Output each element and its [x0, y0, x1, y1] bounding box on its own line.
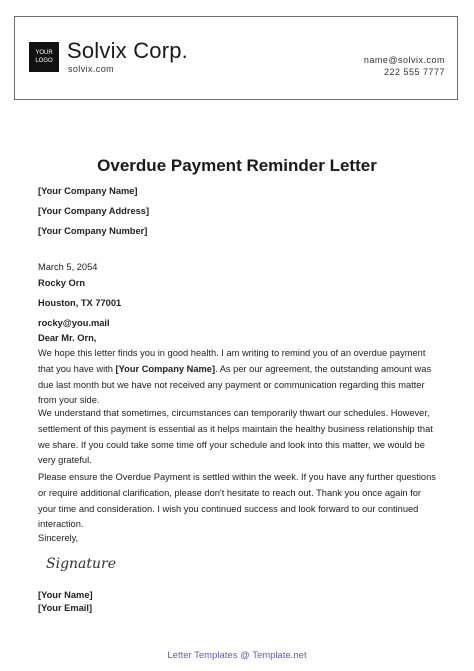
letter-title: Overdue Payment Reminder Letter	[97, 156, 377, 175]
recipient-city: Houston, TX 77001	[38, 298, 122, 308]
letterhead	[14, 16, 458, 100]
closing: Sincerely,	[38, 533, 79, 543]
company-website: solvix.com	[68, 64, 115, 74]
sender-company-address: [Your Company Address]	[38, 206, 150, 216]
signer-email: [Your Email]	[38, 603, 93, 613]
body-company-name: [Your Company Name]	[115, 363, 216, 374]
recipient-email: rocky@you.mail	[38, 318, 110, 328]
body-paragraph-1-end: . As per our agreement, the outstanding amount was due last month but we have not received any payment or communication regarding this matter from your side.	[38, 363, 432, 406]
letter-date: March 5, 2054	[38, 262, 98, 272]
body-paragraph-1-start: We hope this letter finds you in good health. I am writing to remind you of an overdue payment that you have with	[38, 348, 426, 374]
recipient-name: Rocky Orn	[38, 278, 86, 288]
body-paragraph-3: Please ensure the Overdue Payment is settled within the week. If you have any further questions or require additional clarification, please don't hesitate to reach out. Thank you once again for your time and consideration. I wish you continued success and look forward to our continued interaction.	[38, 472, 436, 530]
sender-company-number: [Your Company Number]	[38, 226, 148, 236]
contact-email: name@solvix.com	[363, 55, 445, 65]
contact-info	[364, 54, 445, 78]
company-logo	[29, 42, 59, 72]
company-name: Solvix Corp.	[67, 38, 188, 63]
body-paragraph-2: We understand that sometimes, circumstances can temporarily thwart our schedules. However, settlement of this payment is essential as it helps maintain the healthy business relationship that we share. If you could take some time off your schedule and look into this matter, we would be very grateful.	[38, 408, 433, 466]
contact-phone: 222 555 7777	[383, 67, 445, 77]
handwritten-signature: Signature	[46, 556, 117, 572]
sender-company-name: [Your Company Name]	[38, 186, 138, 196]
salutation: Dear Mr. Orn,	[38, 333, 97, 343]
signer-name: [Your Name]	[38, 590, 93, 600]
footer-link[interactable]: Letter Templates @ Template.net	[167, 650, 307, 661]
logo-text-line2: LOGO	[35, 58, 53, 64]
logo-text-line1: YOUR	[35, 50, 53, 56]
body-paragraph-1	[38, 346, 438, 409]
